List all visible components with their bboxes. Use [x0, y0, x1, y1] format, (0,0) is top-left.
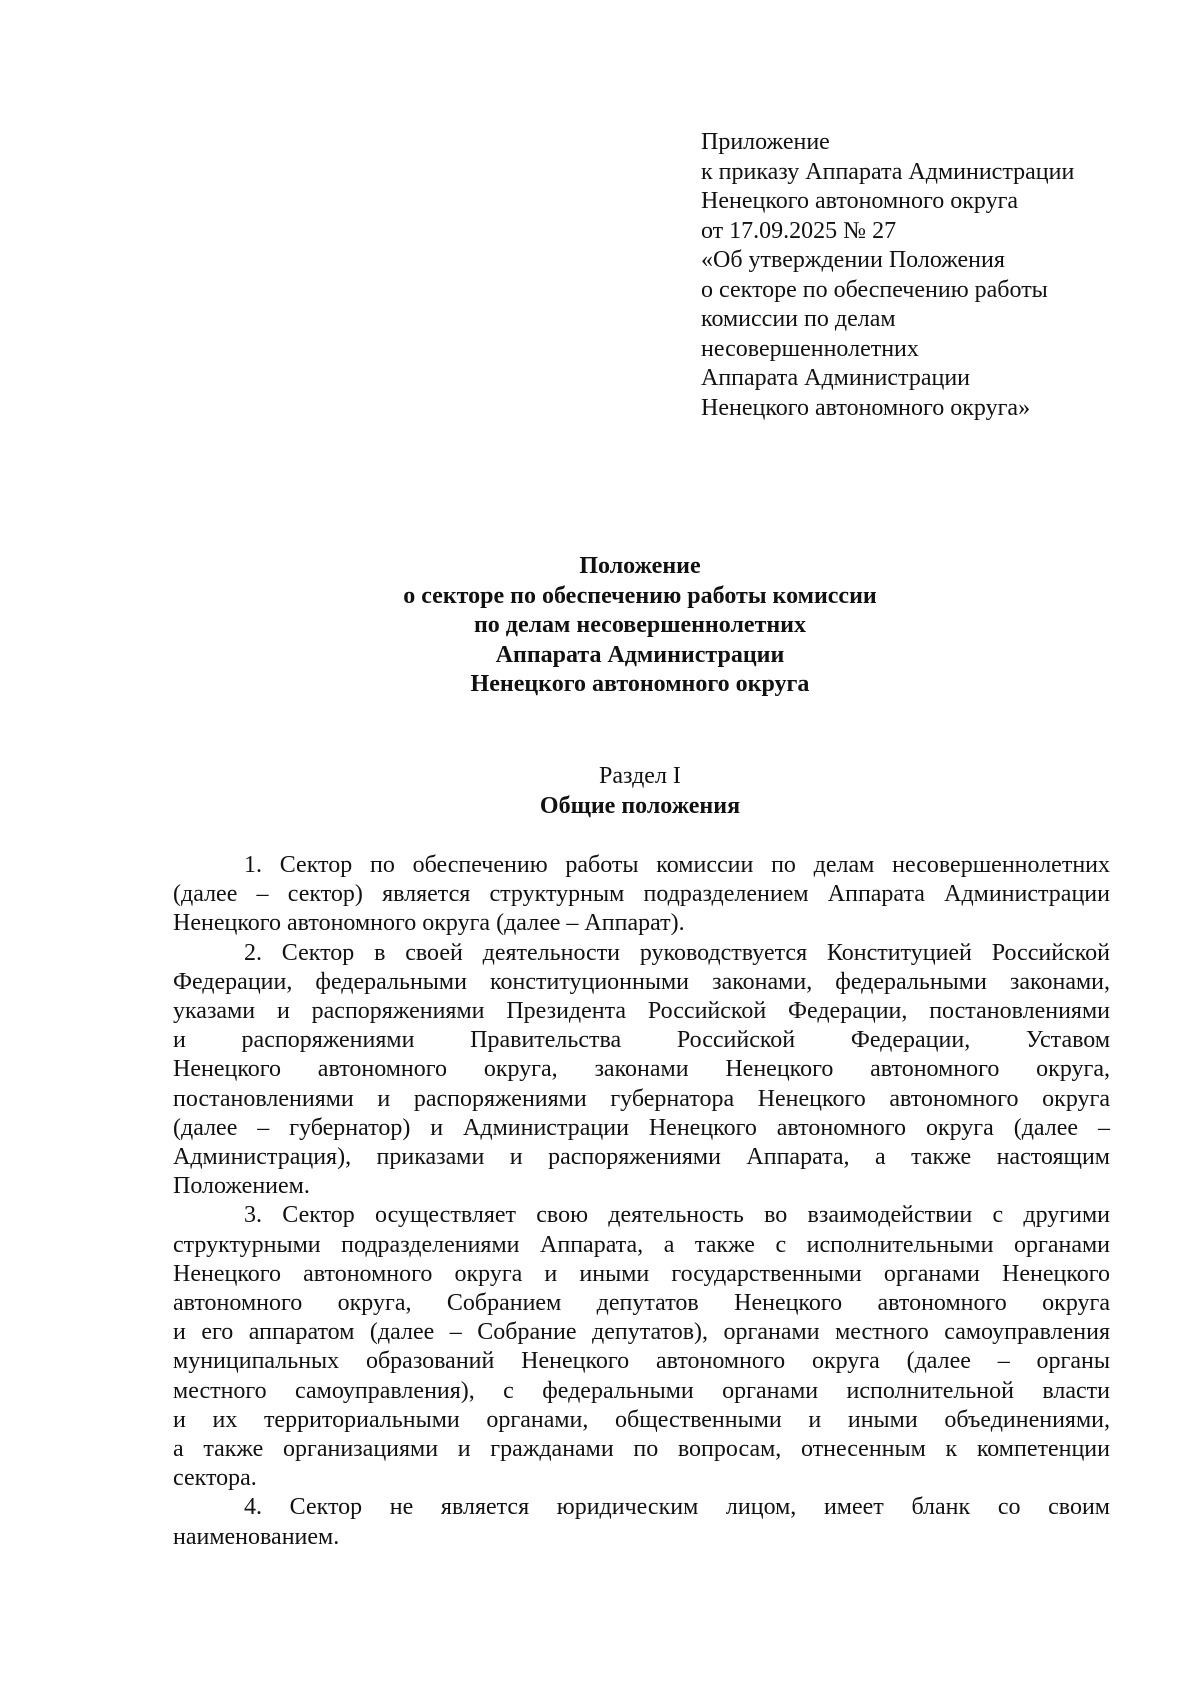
title-line: Ненецкого автономного округа: [470, 671, 810, 697]
section-number: Раздел I: [599, 763, 681, 789]
paragraph-2: [173, 939, 1110, 1202]
paragraph-line: Федерации, федеральными конституционными законами, федеральными законами,: [173, 968, 1110, 995]
paragraph-line: 4. Сектор не является юридическим лицом, имеет бланк со своим: [244, 1494, 1110, 1521]
section-title: Общие положения: [539, 792, 741, 819]
appendix-block: [701, 128, 1161, 423]
appendix-line: Ненецкого автономного округа: [701, 188, 1019, 214]
appendix-line: о секторе по обеспечению работы: [701, 276, 1048, 303]
paragraph-line: Администрация), приказами и распоряжениями Аппарата, а также настоящим: [173, 1144, 1110, 1171]
paragraph-line: Ненецкого автономного округа (далее – Аппарат).: [173, 910, 685, 937]
paragraph-line: структурными подразделениями Аппарата, а также с исполнительными органами: [173, 1231, 1110, 1258]
paragraph-line: Положением.: [173, 1173, 310, 1200]
title-line: по делам несовершеннолетних: [473, 612, 807, 638]
paragraph-line: (далее – сектор) является структурным подразделением Аппарата Администрации: [173, 881, 1110, 908]
paragraph-3: [173, 1201, 1110, 1493]
paragraph-line: и распоряжениями Правительства Российской Федерации, Уставом: [173, 1027, 1110, 1054]
paragraph-line: и их территориальными органами, общественными и иными объединениями,: [173, 1406, 1110, 1433]
paragraph-line: 2. Сектор в своей деятельности руководствуется Конституцией Российской: [244, 939, 1110, 966]
paragraph-line: постановлениями и распоряжениями губернатора Ненецкого автономного округа: [173, 1085, 1110, 1112]
document-body: [173, 851, 1110, 1552]
paragraph-line: Ненецкого автономного округа, законами Ненецкого автономного округа,: [173, 1056, 1110, 1083]
appendix-line: «Об утверждении Положения: [701, 247, 1005, 273]
paragraph-line: (далее – губернатор) и Администрации Ненецкого автономного округа (далее –: [173, 1114, 1110, 1141]
paragraph-line: 1. Сектор по обеспечению работы комиссии по делам несовершеннолетних: [244, 852, 1110, 878]
section-heading: [170, 762, 1110, 821]
paragraph-line: автономного округа, Собранием депутатов Ненецкого автономного округа: [173, 1290, 1110, 1317]
paragraph-line: указами и распоряжениями Президента Российской Федерации, постановлениями: [173, 998, 1110, 1025]
appendix-line: Аппарата Администрации: [701, 365, 971, 391]
appendix-line: к приказу Аппарата Администрации: [701, 158, 1075, 185]
title-line: о секторе по обеспечению работы комиссии: [403, 582, 877, 609]
appendix-line: от 17.09.2025 № 27: [701, 217, 897, 244]
paragraph-line: 3. Сектор осуществляет свою деятельность во взаимодействии с другими: [244, 1202, 1110, 1229]
paragraph-line: местного самоуправления), с федеральными органами исполнительной власти: [173, 1377, 1110, 1404]
paragraph-line: наименованием.: [173, 1523, 340, 1550]
title-line: Аппарата Администрации: [495, 641, 785, 668]
paragraph-line: и его аппаратом (далее – Собрание депутатов), органами местного самоуправления: [173, 1319, 1110, 1346]
paragraph-line: сектора.: [173, 1465, 257, 1492]
appendix-line: Ненецкого автономного округа»: [701, 394, 1031, 421]
paragraph-line: а также организациями и гражданами по вопросам, отнесенным к компетенции: [173, 1436, 1110, 1463]
appendix-line: несовершеннолетних: [701, 335, 919, 362]
paragraph-4: [173, 1493, 1110, 1551]
appendix-line: Приложение: [701, 129, 830, 155]
document-title: [170, 552, 1110, 700]
paragraph-line: муниципальных образований Ненецкого автономного округа (далее – органы: [173, 1348, 1110, 1375]
title-line: Положение: [579, 553, 701, 579]
paragraph-1: [173, 851, 1110, 939]
appendix-line: комиссии по делам: [701, 306, 896, 332]
paragraph-line: Ненецкого автономного округа и иными государственными органами Ненецкого: [173, 1260, 1110, 1287]
